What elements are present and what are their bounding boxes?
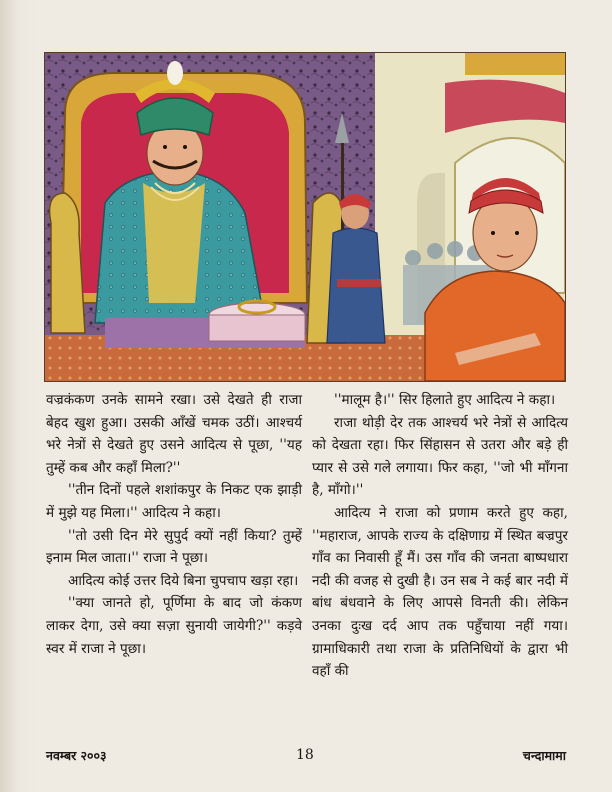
paragraph: आदित्य ने राजा को प्रणाम करते हुए कहा, ''महाराज, आपके राज्य के दक्षिणाग्र में स्थित बज्रपुर गाँव का निवासी हूँ मैं। उस गाँव की जनता बाष्पधारा नदी की वजह से दुखी है। उन सब ने कई बार नदी में बांध बंधवाने के लिए आपसे विनती की। लेकिन उनका दुःख दर्द आप तक पहुँचाया नहीं गया। ग्रामाधिकारी तथा राजा के प्रतिनिधियों के द्वारा भी वहाँ की bbox=[312, 504, 568, 680]
right-text-column bbox=[312, 389, 568, 683]
paragraph: ''तीन दिनों पहले शशांकपुर के निकट एक झाड़ी में मुझे यह मिला।'' आदित्य ने कहा। bbox=[46, 482, 302, 521]
paragraph: आदित्य कोई उत्तर दिये बिना चुपचाप खड़ा रहा। bbox=[68, 572, 299, 589]
page-number: 18 bbox=[296, 747, 314, 763]
aditya-cloth bbox=[425, 271, 565, 381]
illustration-art bbox=[45, 53, 565, 381]
paragraph: ''क्या जानते हो, पूर्णिमा के बाद जो कंकण लाकर देगा, उसे क्या सज़ा सुनायी जायेगी?'' कड़वे स्वर में राजा ने पूछा। bbox=[46, 595, 302, 657]
left-text-column bbox=[46, 389, 302, 660]
magazine-name: चन्दामामा bbox=[522, 748, 566, 763]
paragraph: वज्रकंकण उनके सामने रखा। उसे देखते ही राजा बेहद खुश हुआ। उसकी आँखें चमक उठीं। आश्चर्य भरे नेत्रों से देखते हुए उसने आदित्य से पूछा, ''यह तुम्हें कब और कहाँ मिला?'' bbox=[46, 392, 302, 476]
paragraph: ''मालूम है।'' सिर हिलाते हुए आदित्य ने कहा। bbox=[334, 392, 556, 408]
paragraph: राजा थोड़ी देर तक आश्चर्य भरे नेत्रों से आदित्य को देखता रहा। फिर सिंहासन से उतरा और बड़े ही प्यार से उसे गले लगाया। फिर कहा, ''जो भी माँगना है, माँगो।'' bbox=[312, 414, 568, 499]
issue-date: नवम्बर २००३ bbox=[46, 748, 107, 763]
paragraph: ''तो उसी दिन मेरे सुपुर्द क्यों नहीं किया? तुम्हें इनाम मिल जाता।'' राजा ने पूछा। bbox=[46, 527, 302, 567]
story-illustration bbox=[44, 52, 566, 382]
page-footer bbox=[0, 747, 612, 771]
